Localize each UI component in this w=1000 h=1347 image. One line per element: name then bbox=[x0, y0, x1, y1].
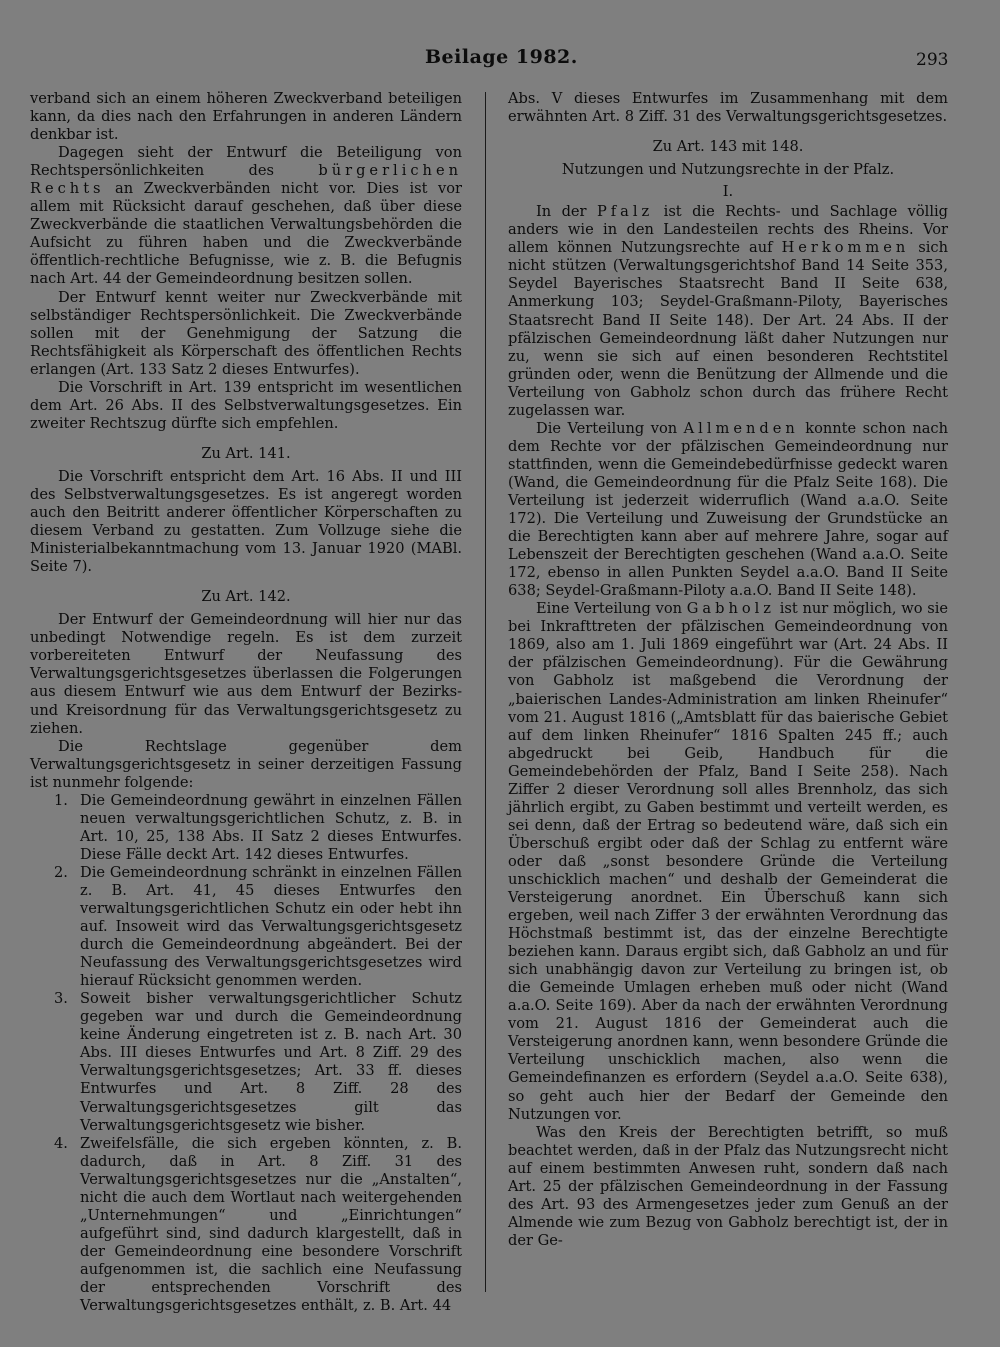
section-subheading: Nutzungen und Nutzungsrechte in der Pfalz. bbox=[561, 161, 895, 179]
paragraph: Eine Verteilung von Gabholz ist nur möglich, wo sie bei Inkrafttreten der pfälzischen Gemeindeordnung von 1869, also am 1. Juli 1869 eingeführt war (Art. 24 Abs. II der pfälzischen Gemeindeordnung). Für die Gewährung von Gabholz ist maßgebend die Verordnung der „baierischen Landes-Administration am linken Rheinufer“ vom 21. August 1816 („Amtsblatt für das baierische Gebiet auf dem linken Rheinufer“ 1816 Spalten 245 ff.; auch abgedruckt bei Geib, Handbuch für die Gemeindebehörden der Pfalz, Band I Seite 258). Nach Ziffer 2 dieser Verordnung soll alles Brennholz, das sich jährlich ergibt, zu Gaben bestimmt und verteilt werden, es sei denn, daß der Ertrag so bedeutend wäre, daß sich ein Überschuß ergibt oder daß der Schlag zu entfernt wäre oder daß „sonst besondere Gründe die Verteilung unschicklich machen“ und deshalb der Gemeinderat die Versteigerung anordnet. Ein Überschuß kann sich ergeben, weil nach Ziffer 3 der erwähnten Verordnung das Höchstmaß bestimmt ist, das der einzelne Berechtigte beziehen kann. Daraus ergibt sich, daß Gabholz an und für sich unabhängig davon zur Verteilung zu bringen ist, ob die Gemeinde Umlagen erheben muß oder nicht (Wand a.a.O. Seite 169). Aber da nach der erwähnten Verordnung vom 21. August 1816 der Gemeinderat auch die Versteigerung anordnen kann, wenn besondere Gründe die Verteilung unschicklich machen, also wenn die Gemeindefinanzen es erfordern (Seydel a.a.O. Seite 638), so geht auch hier der Bedarf der Gemeinde den Nutzungen vor. bbox=[508, 600, 948, 1123]
paragraph: Die Verteilung von Allmenden konnte schon nach dem Rechte vor der pfälzischen Gemeindeordnung nur stattfinden, wenn die Gemeindebedürfnisse gedeckt waren (Wand, die Gemeindeordnung für die Pfalz Seite 168). Die Verteilung ist jederzeit widerruflich (Wand a.a.O. Seite 172). Die Verteilung und Zuweisung der Grundstücke an die Berechtigten kann aber auf mehrere Jahre, sogar auf Lebenszeit der Berechtigten geschehen (Wand a.a.O. Seite 172, ebenso in allen Punkten Seydel a.a.O. Band II Seite 638; Seydel-Graßmann-Piloty a.a.O. Band II Seite 148). bbox=[508, 419, 949, 600]
column-divider bbox=[485, 92, 486, 1292]
list-item: 4. Zweifelsfälle, die sich ergeben könnten, z. B. dadurch, daß in Art. 8 Ziff. 31 des Verwaltungsgerichtsgesetzes nur die „Anstalten“, nicht die auch dem Wortlaut nach weitergehenden „Unternehmungen“ und „Einrichtungen“ aufgeführt sind, sind dadurch klargestellt, daß in der Gemeindeordnung eine besondere Vorschrift aufgenommen ist, die sachlich eine Neufassung der entsprechenden Vorschrift des Verwaltungsgerichtsgesetzes enthält, z. B. Art. 44 bbox=[54, 1134, 462, 1315]
page-header bbox=[0, 46, 1000, 76]
list-item: 2. Die Gemeindeordnung schränkt in einzelnen Fällen z. B. Art. 41, 45 dieses Entwurfes den verwaltungsgerichtlichen Schutz ein oder hebt ihn auf. Insoweit wird das Verwaltungsgerichtsgesetz durch die Gemeindeordnung abgeändert. Bei der Neufassung des Verwaltungsgerichtsgesetzes wird hierauf Rücksicht genommen werden. bbox=[54, 863, 462, 990]
paragraph: Was den Kreis der Berechtigten betrifft, so muß beachtet werden, daß in der Pfalz das Nutzungsrecht nicht auf einem bestimmten Anwesen ruht, sondern daß nach Art. 25 der pfälzischen Gemeindeordnung in der Fassung des Art. 93 des Armengesetzes jeder zum Genuß an der Almende wie zum Bezug von Gabholz berechtigt ist, der in der Ge- bbox=[508, 1123, 948, 1249]
right-column bbox=[508, 90, 948, 1250]
supplement-title: Beilage 1982. bbox=[425, 46, 578, 68]
paragraph: In der Pfalz ist die Rechts- und Sachlage völlig anders wie in den Landesteilen rechts des Rheins. Vor allem können Nutzungsrechte auf Herkommen sich nicht stützen (Verwaltungsgerichtshof Band 14 Seite 353, Seydel Bayerisches Staatsrecht Band II Seite 638, Anmerkung 103; Seydel-Graßmann-Piloty, Bayerisches Staatsrecht Band II Seite 148). Der Art. 24 Abs. II der pfälzischen Gemeindeordnung läßt daher Nutzungen nur zu, wenn sie sich auf einen besonderen Rechtstitel gründen oder, wenn die Benützung der Allmende und die Verteilung von Gabholz schon durch das frühere Recht zugelassen war. bbox=[508, 203, 948, 419]
section-heading-art-141: Zu Art. 141. bbox=[201, 444, 291, 462]
paragraph: Abs. V dieses Entwurfes im Zusammenhang mit dem erwähnten Art. 8 Ziff. 31 des Verwaltungsgerichtsgesetzes. bbox=[508, 90, 948, 126]
section-heading-art-142: Zu Art. 142. bbox=[201, 588, 291, 606]
paragraph: verband sich an einem höheren Zweckverband beteiligen kann, da dies nach den Erfahrungen in anderen Ländern denkbar ist. bbox=[30, 90, 462, 144]
paragraph: Dagegen sieht der Entwurf die Beteiligung von Rechtspersönlichkeiten des bürgerlichen Rechts an Zweckverbänden nicht vor. Dies ist vor allem mit Rücksicht darauf geschehen, daß über diese Zweckverbände die staatlichen Verwaltungsbehörden die Aufsicht zu führen haben und die Zweckverbände öffentlich-rechtliche Befugnisse, wie z. B. die Befugnis nach Art. 44 der Gemeindeordnung besitzen sollen. bbox=[30, 144, 462, 288]
spaced-emphasis: Gabholz bbox=[686, 600, 775, 618]
paragraph: Der Entwurf kennt weiter nur Zweckverbände mit selbständiger Rechtspersönlichkeit. Die Zweckverbände sollen mit der Genehmigung der Satzung die Rechtsfähigkeit als Körperschaft des öffentlichen Rechts erlangen (Art. 133 Satz 2 dieses Entwurfes). bbox=[30, 288, 462, 378]
roman-numeral-heading: I. bbox=[722, 183, 734, 201]
paragraph: Der Entwurf der Gemeindeordnung will hier nur das unbedingt Notwendige regeln. Es ist dem zurzeit vorbereiteten Entwurf der Neufassung des Verwaltungsgerichtsgesetzes überlassen die Folgerungen aus diesem Entwurf wie aus dem Entwurf der Bezirks- und Kreisordnung für das Verwaltungsgerichtsgesetz zu ziehen. bbox=[30, 611, 462, 737]
paragraph: Die Rechtslage gegenüber dem Verwaltungsgerichtsgesetz in seiner derzeitigen Fassung ist nunmehr folgende: bbox=[30, 737, 462, 791]
list-item: 1. Die Gemeindeordnung gewährt in einzelnen Fällen neuen verwaltungsgerichtlichen Schutz, z. B. in Art. 10, 25, 138 Abs. II Satz 2 dieses Entwurfes. Diese Fälle deckt Art. 142 dieses Entwurfes. bbox=[54, 791, 462, 863]
numbered-list bbox=[30, 792, 462, 1315]
paragraph: Die Vorschrift in Art. 139 entspricht im wesentlichen dem Art. 26 Abs. II des Selbstverwaltungsgesetzes. Ein zweiter Rechtszug dürfte sich empfehlen. bbox=[30, 378, 462, 432]
spaced-emphasis: Pfalz bbox=[596, 203, 654, 221]
paragraph: Die Vorschrift entspricht dem Art. 16 Abs. II und III des Selbstverwaltungsgesetzes. Es ist angeregt worden auch den Beitritt anderer öffentlicher Körperschaften zu diesem Verband zu gestatten. Zum Vollzuge siehe die Ministerialbekanntmachung vom 13. Januar 1920 (MABl. Seite 7). bbox=[30, 467, 462, 576]
spaced-emphasis: Allmenden bbox=[683, 419, 799, 437]
section-heading-art-143-148: Zu Art. 143 mit 148. bbox=[652, 138, 804, 156]
spaced-emphasis: Herkommen bbox=[781, 239, 910, 257]
left-column bbox=[30, 90, 462, 1315]
spaced-emphasis: bürgerlichen Rechts bbox=[30, 162, 462, 198]
list-item: 3. Soweit bisher verwaltungsgerichtlicher Schutz gegeben war und durch die Gemeindeordnung keine Änderung eingetreten ist z. B. nach Art. 30 Abs. III dieses Entwurfes und Art. 8 Ziff. 29 des Verwaltungsgerichtsgesetzes; Art. 33 ff. dieses Entwurfes und Art. 8 Ziff. 28 des Verwaltungsgerichtsgesetzes gilt das Verwaltungsgerichtsgesetz wie bisher. bbox=[54, 990, 462, 1134]
page-number: 293 bbox=[916, 50, 949, 70]
